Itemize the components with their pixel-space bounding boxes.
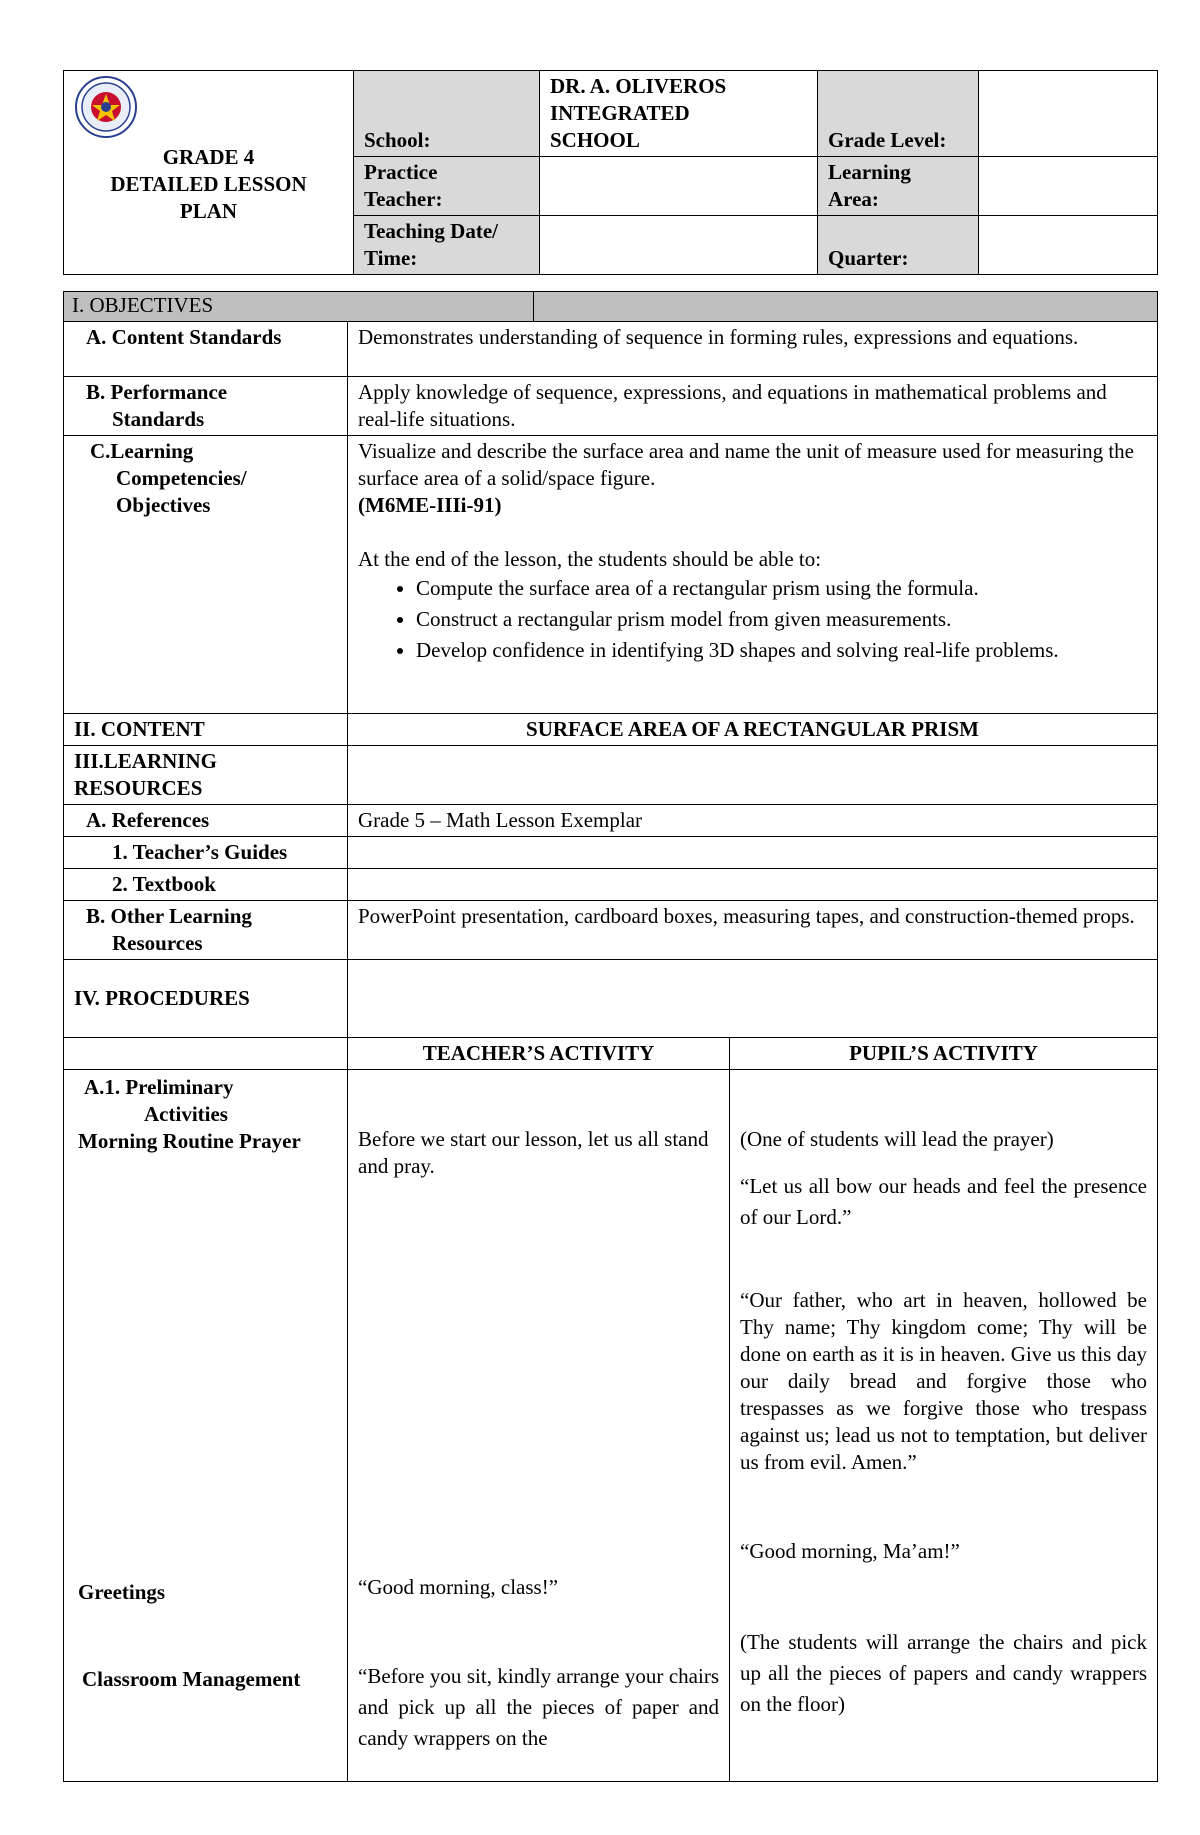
school-label: School: [354,71,540,157]
quarter-value [979,216,1158,275]
references-label: A. References [64,805,348,837]
performance-standards-label: B. Performance Standards [64,377,348,436]
competencies-text: Visualize and describe the surface area and name the unit of measure used for measuring the surface area of a solid/space figure. [358,439,1134,490]
prayer-pupil-text-1: (One of students will lead the prayer) [740,1127,1054,1151]
deped-seal-icon [74,75,138,139]
performance-standards-text: Apply knowledge of sequence, expressions, and equations in mathematical problems and real-life situations. [348,377,1158,436]
objectives-heading: I. OBJECTIVES [64,292,534,322]
teaching-date-value [540,216,818,275]
grade-level-label: Grade Level: [818,71,979,157]
objective-item: • Develop confidence in identifying 3D shapes and solving real-life problems. [416,635,1147,666]
objectives-heading-filler [534,292,1158,322]
title-cell [64,71,354,275]
management-pupil-text: (The students will arrange the chairs and pick up all the pieces of papers and candy wrappers on the floor) [740,1630,1148,1716]
management-teacher-text: “Before you sit, kindly arrange your chairs and pick up all the pieces of paper and candy wrappers on the [358,1664,720,1750]
procedures-blank-cell [64,1038,348,1070]
competencies-label: C.Learning Competencies/ Objectives [64,436,348,714]
teacher-activity-cell [348,1070,730,1782]
resources-heading: III.LEARNING RESOURCES [64,746,348,805]
practice-teacher-value [540,157,818,216]
other-resources-value: PowerPoint presentation, cardboard boxes, measuring tapes, and construction-themed props. [348,901,1158,960]
prayer-label: Morning Routine Prayer [78,1129,301,1153]
lesson-plan-table [63,291,1158,1782]
end-of-lesson-text: At the end of the lesson, the students should be able to: [358,547,822,571]
greetings-label: Greetings [78,1580,166,1604]
procedures-labels-cell: A.1. Preliminary Activities Morning Routine Prayer Greetings Classroom Management [64,1070,348,1782]
competencies-cell [348,436,1158,714]
resources-heading-value [348,746,1158,805]
practice-teacher-label: Practice Teacher: [354,157,540,216]
procedures-heading: IV. PROCEDURES [64,960,348,1038]
greetings-teacher-text: “Good morning, class!” [358,1575,559,1599]
header-table [63,70,1158,275]
procedures-heading-value [348,960,1158,1038]
teachers-guides-label: 1. Teacher’s Guides [64,837,348,869]
prayer-pupil-text-2: “Let us all bow our heads and feel the presence of our Lord.” [740,1174,1148,1229]
preliminary-label: A.1. Preliminary [84,1075,234,1099]
teachers-guides-value [348,837,1158,869]
content-standards-label: A. Content Standards [64,322,348,377]
pupil-activity-cell [730,1070,1158,1782]
school-value: DR. A. OLIVEROS INTEGRATED SCHOOL [540,71,818,157]
competency-code: (M6ME-IIIi-91) [358,493,502,517]
textbook-value [348,869,1158,901]
other-resources-label: B. Other Learning Resources [64,901,348,960]
teacher-activity-header: TEACHER’S ACTIVITY [348,1038,730,1070]
classroom-management-label: Classroom Management [82,1667,301,1691]
objective-item: • Compute the surface area of a rectangular prism using the formula. [416,573,1147,604]
learning-area-label: Learning Area: [818,157,979,216]
title-line-2: DETAILED LESSON [110,172,307,196]
learning-area-value [979,157,1158,216]
content-heading: II. CONTENT [64,714,348,746]
title-line-3: PLAN [179,199,238,223]
content-standards-text: Demonstrates understanding of sequence in forming rules, expressions and equations. [348,322,1158,377]
pupil-activity-header: PUPIL’S ACTIVITY [730,1038,1158,1070]
grade-level-value [979,71,1158,157]
textbook-label: 2. Textbook [64,869,348,901]
greetings-pupil-text: “Good morning, Ma’am!” [740,1539,960,1563]
quarter-label: Quarter: [818,216,979,275]
lesson-topic: SURFACE AREA OF A RECTANGULAR PRISM [348,714,1158,746]
objectives-list [358,573,1147,666]
objective-item: • Construct a rectangular prism model from given measurements. [416,604,1147,635]
prayer-teacher-text: Before we start our lesson, let us all stand and pray. [358,1127,709,1178]
references-value: Grade 5 – Math Lesson Exemplar [348,805,1158,837]
prayer-pupil-text-3: “Our father, who art in heaven, hollowed be Thy name; Thy kingdom come; Thy will be done on earth as it is in heaven. Give us this day our daily bread and forgive those who trespasses as we forgive those who trespass against us; lead us not to temptation, but deliver us from evil. Amen.” [740,1288,1148,1474]
title-line-1: GRADE 4 [162,145,255,169]
teaching-date-label: Teaching Date/ Time: [354,216,540,275]
